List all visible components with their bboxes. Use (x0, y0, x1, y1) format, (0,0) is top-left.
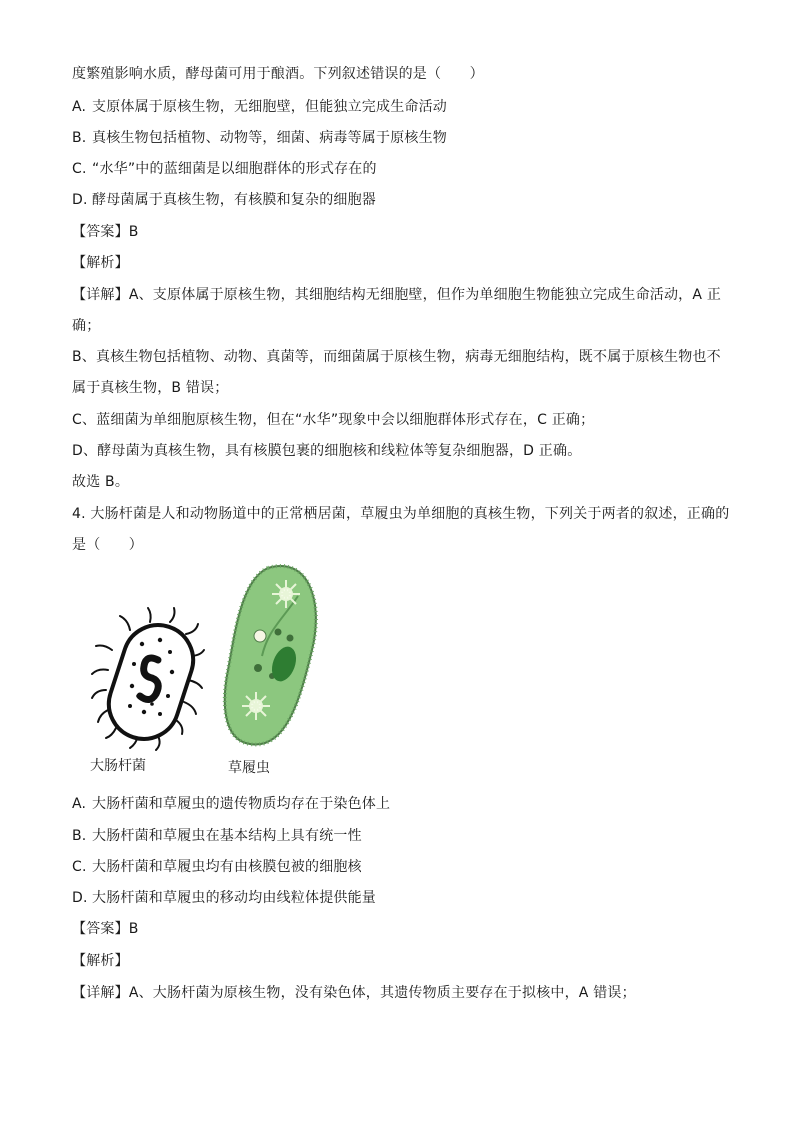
q3-detail-line-5: C、蓝细菌为单细胞原核生物，但在“水华”现象中会以细胞群体形式存在，C 正确； (72, 412, 595, 428)
paramecium-image (225, 566, 316, 744)
q4-stem-line-1: 4. 大肠杆菌是人和动物肠道中的正常栖居菌，草履虫为单细胞的真核生物，下列关于两者的叙述，正确的 (72, 506, 730, 522)
q3-option-d: D. 酵母菌属于真核生物，有核膜和复杂的细胞器 (72, 192, 376, 208)
q3-conclusion: 故选 B。 (72, 474, 130, 490)
q4-option-d: D. 大肠杆菌和草履虫的移动均由线粒体提供能量 (72, 890, 376, 906)
e-coli-image (92, 608, 204, 750)
q3-answer: 【答案】B (72, 224, 139, 240)
q3-option-a: A. 支原体属于原核生物，无细胞壁，但能独立完成生命活动 (72, 99, 447, 115)
q4-option-a: A. 大肠杆菌和草履虫的遗传物质均存在于染色体上 (72, 796, 391, 812)
q3-detail-line-1: 【详解】A、支原体属于原核生物，其细胞结构无细胞壁，但作为单细胞生物能独立完成生命活动，A 正 (72, 287, 722, 303)
q4-option-b: B. 大肠杆菌和草履虫在基本结构上具有统一性 (72, 828, 362, 844)
q3-option-b: B. 真核生物包括植物、动物等，细菌、病毒等属于原核生物 (72, 130, 447, 146)
q4-stem-line-2: 是（ ） (72, 537, 143, 553)
q3-option-c: C. “水华”中的蓝细菌是以细胞群体的形式存在的 (72, 161, 377, 177)
q3-detail-line-4: 属于真核生物，B 错误； (72, 380, 229, 396)
q3-analysis-label: 【解析】 (72, 255, 129, 271)
q4-detail-line-1: 【详解】A、大肠杆菌为原核生物，没有染色体，其遗传物质主要存在于拟核中，A 错误； (72, 985, 636, 1001)
paramecium-caption: 草履虫 (228, 760, 270, 776)
q4-answer: 【答案】B (72, 921, 139, 937)
q3-detail-line-3: B、真核生物包括植物、动物、真菌等，而细菌属于原核生物，病毒无细胞结构，既不属于原核生物也不 (72, 349, 721, 365)
e-coli-caption: 大肠杆菌 (90, 758, 146, 774)
q4-analysis-label: 【解析】 (72, 953, 129, 969)
q3-detail-line-2: 确； (72, 318, 101, 334)
q3-detail-line-6: D、酵母菌为真核生物，具有核膜包裹的细胞核和线粒体等复杂细胞器，D 正确。 (72, 443, 582, 459)
q4-option-c: C. 大肠杆菌和草履虫均有由核膜包被的细胞核 (72, 859, 362, 875)
q3-stem-tail: 度繁殖影响水质，酵母菌可用于酿酒。下列叙述错误的是（ ） (72, 66, 484, 82)
q4-figure (72, 560, 352, 790)
